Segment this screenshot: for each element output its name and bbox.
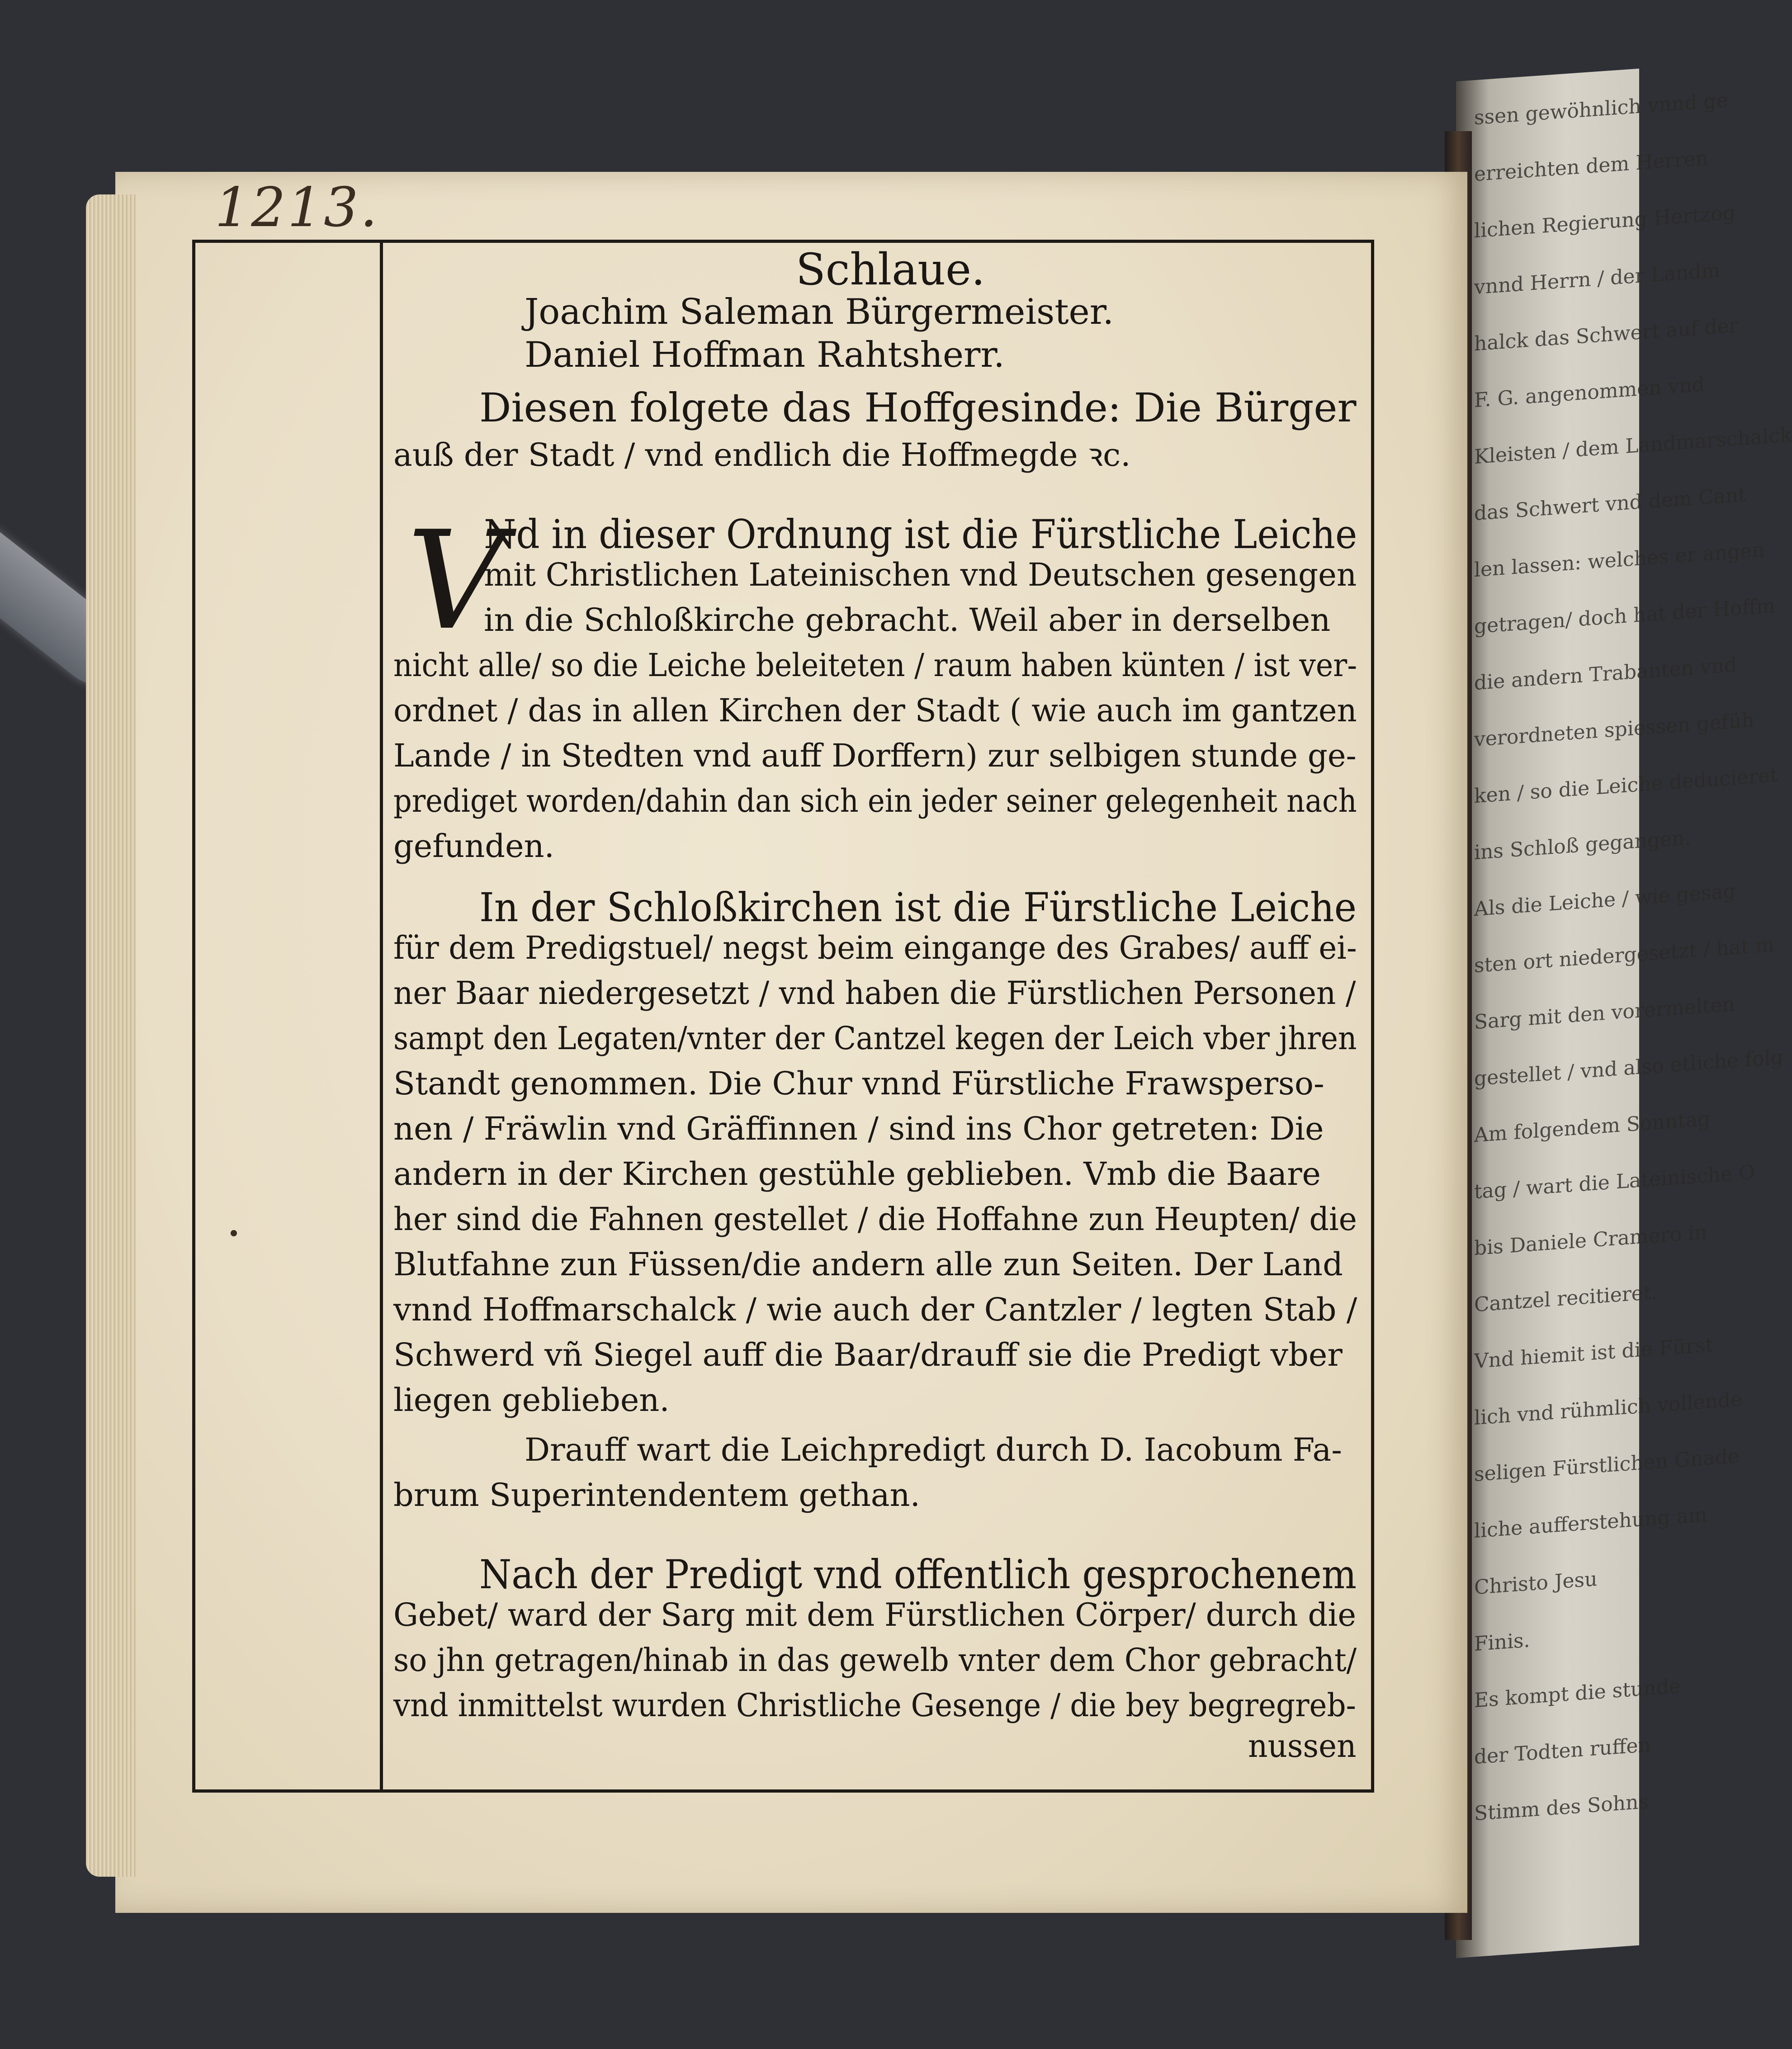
p3-line-12: liegen geblieben. — [393, 1382, 670, 1419]
facing-page-line: Es kompt die stunde — [1474, 1675, 1681, 1713]
facing-page-line: ins Schloß gegangen. — [1474, 826, 1691, 865]
p3-line-11: Schwerd vñ Siegel auff die Baar/drauff sie die Predigt vber — [393, 1336, 1343, 1373]
facing-page-line: die andern Trabanten vnd — [1474, 653, 1737, 695]
ink-dot — [231, 1230, 237, 1236]
p3-line-10: vnnd Hoffmarschalck / wie auch der Cantzler / legten Stab / — [393, 1291, 1357, 1328]
p2-line-2: mit Christlichen Lateinischen vnd Deutschen gesengen — [484, 556, 1357, 593]
p4-line-2: brum Superintendentem gethan. — [393, 1476, 920, 1514]
heading-name-1: Joachim Saleman Bürgermeister. — [525, 292, 1114, 332]
facing-page-line: der Todten ruffen — [1474, 1733, 1651, 1769]
page-number: 1213. — [215, 176, 379, 239]
facing-page-line: lich vnd rühmlich vollende — [1474, 1387, 1743, 1430]
facing-page-line: halck das Schwert auf der — [1474, 314, 1739, 356]
facing-page-line: Christo Jesu — [1474, 1567, 1598, 1599]
facing-page-line: gestellet / vnd also etliche folg — [1474, 1046, 1783, 1091]
p1-line-1: Diesen folgete das Hoffgesinde: Die Bürger — [479, 384, 1357, 431]
heading-name-2: Daniel Hoffman Rahtsherr. — [525, 335, 1005, 375]
p5-line-2: Gebet/ ward der Sarg mit dem Fürstlichen Cörper/ durch die — [393, 1596, 1357, 1633]
facing-page-line: lichen Regierung Hertzog — [1474, 201, 1735, 243]
facing-page-line: ken / so die Leiche deducieret — [1474, 763, 1778, 808]
facing-page-line: sten ort niedergesetzt / hat m — [1474, 933, 1774, 978]
p3-line-2: für dem Predigstuel/ negst beim eingange des Grabes/ auff ei- — [393, 929, 1357, 966]
facing-page-line: bis Daniele Cramero in — [1474, 1221, 1707, 1260]
facing-page-line: len lassen: welches er angen — [1474, 538, 1765, 582]
p3-line-5: Standt genommen. Die Chur vnnd Fürstliche Frawsperso- — [393, 1065, 1324, 1102]
p2-line-7: prediget worden/dahin dan sich ein jeder seiner gelegenheit nach — [393, 782, 1357, 819]
p2-line-1: Nd in dieser Ordnung ist die Fürstliche Leiche — [484, 511, 1357, 558]
heading-title: Schlaue. — [796, 244, 985, 295]
p2-line-4: nicht alle/ so die Leiche beleiteten / raum haben künten / ist ver- — [393, 647, 1357, 684]
margin-rule — [380, 240, 383, 1789]
facing-page-line: Sarg mit den vorermelten — [1474, 992, 1735, 1034]
facing-page-line: das Schwert vnd dem Cant — [1474, 483, 1746, 525]
facing-page-line: liche aufferstehung am — [1474, 1503, 1707, 1543]
facing-page-line: Cantzel recitieret. — [1474, 1280, 1658, 1317]
facing-page-line: F. G. angenommen vnd — [1474, 373, 1705, 412]
p1-line-2: auß der Stadt / vnd endlich die Hoffmegde ꝛc. — [393, 436, 1131, 473]
catchword: nussen — [1248, 1727, 1357, 1765]
p5-line-1: Nach der Predigt vnd offentlich gesprochenem — [479, 1551, 1357, 1598]
p5-line-3: so jhn getragen/hinab in das gewelb vnter dem Chor gebracht/ — [393, 1642, 1357, 1679]
facing-page-line: Vnd hiemit ist die Fürst — [1474, 1333, 1713, 1373]
facing-page-line: erreichten dem Herren — [1474, 146, 1709, 186]
p5-line-4: vnd inmittelst wurden Christliche Gesenge / die bey begregreb- — [393, 1687, 1356, 1724]
facing-page-line: vnnd Herrn / der Landm — [1474, 259, 1721, 299]
p3-line-8: her sind die Fahnen gestellet / die Hoffahne zun Heupten/ die — [393, 1201, 1357, 1238]
facing-page-line: getragen/ doch hat der Hoffm — [1474, 594, 1775, 639]
facing-page-line: Stimm des Sohns — [1474, 1790, 1649, 1826]
p3-line-7: andern in der Kirchen gestühle geblieben. Vmb die Baare — [393, 1155, 1321, 1192]
p3-line-9: Blutfahne zun Füssen/die andern alle zun Seiten. Der Land — [393, 1246, 1343, 1283]
facing-page-line: Kleisten / dem Landmarschalck — [1474, 423, 1792, 469]
p4-line-1: Drauff wart die Leichpredigt durch D. Iacobum Fa- — [525, 1431, 1342, 1468]
p3-line-3: ner Baar niedergesetzt / vnd haben die Fürstlichen Personen / — [393, 975, 1356, 1012]
facing-page — [1456, 69, 1792, 1958]
drop-cap: V — [407, 502, 505, 660]
page-stack-edge — [86, 194, 136, 1877]
p3-line-4: sampt den Legaten/vnter der Cantzel kegen der Leich vber jhren — [393, 1020, 1357, 1057]
facing-page-line: tag / wart die Lateinische O — [1474, 1160, 1755, 1204]
facing-page-line: verordneten spiessen gefüh — [1474, 708, 1754, 752]
facing-page-line: Finis. — [1474, 1628, 1530, 1656]
facing-page-line: ssen gewöhnlich vnnd ge — [1474, 88, 1728, 130]
facing-page-line: Als die Leiche / wie gesag — [1474, 879, 1736, 921]
p2-line-5: ordnet / das in allen Kirchen der Stadt ( wie auch im gantzen — [393, 692, 1357, 729]
p2-line-6: Lande / in Stedten vnd auff Dorffern) zur selbigen stunde ge- — [393, 737, 1357, 774]
facing-page-line: Am folgendem Sonntag — [1474, 1107, 1711, 1147]
p3-line-1: In der Schloßkirchen ist die Fürstliche Leiche — [479, 884, 1357, 931]
p2-line-8: gefunden. — [393, 828, 554, 865]
facing-page-line: seligen Fürstlichen Gnade — [1474, 1444, 1740, 1486]
p3-line-6: nen / Fräwlin vnd Gräffinnen / sind ins Chor getreten: Die — [393, 1110, 1324, 1147]
p2-line-3: in die Schloßkirche gebracht. Weil aber in derselben — [484, 601, 1331, 639]
